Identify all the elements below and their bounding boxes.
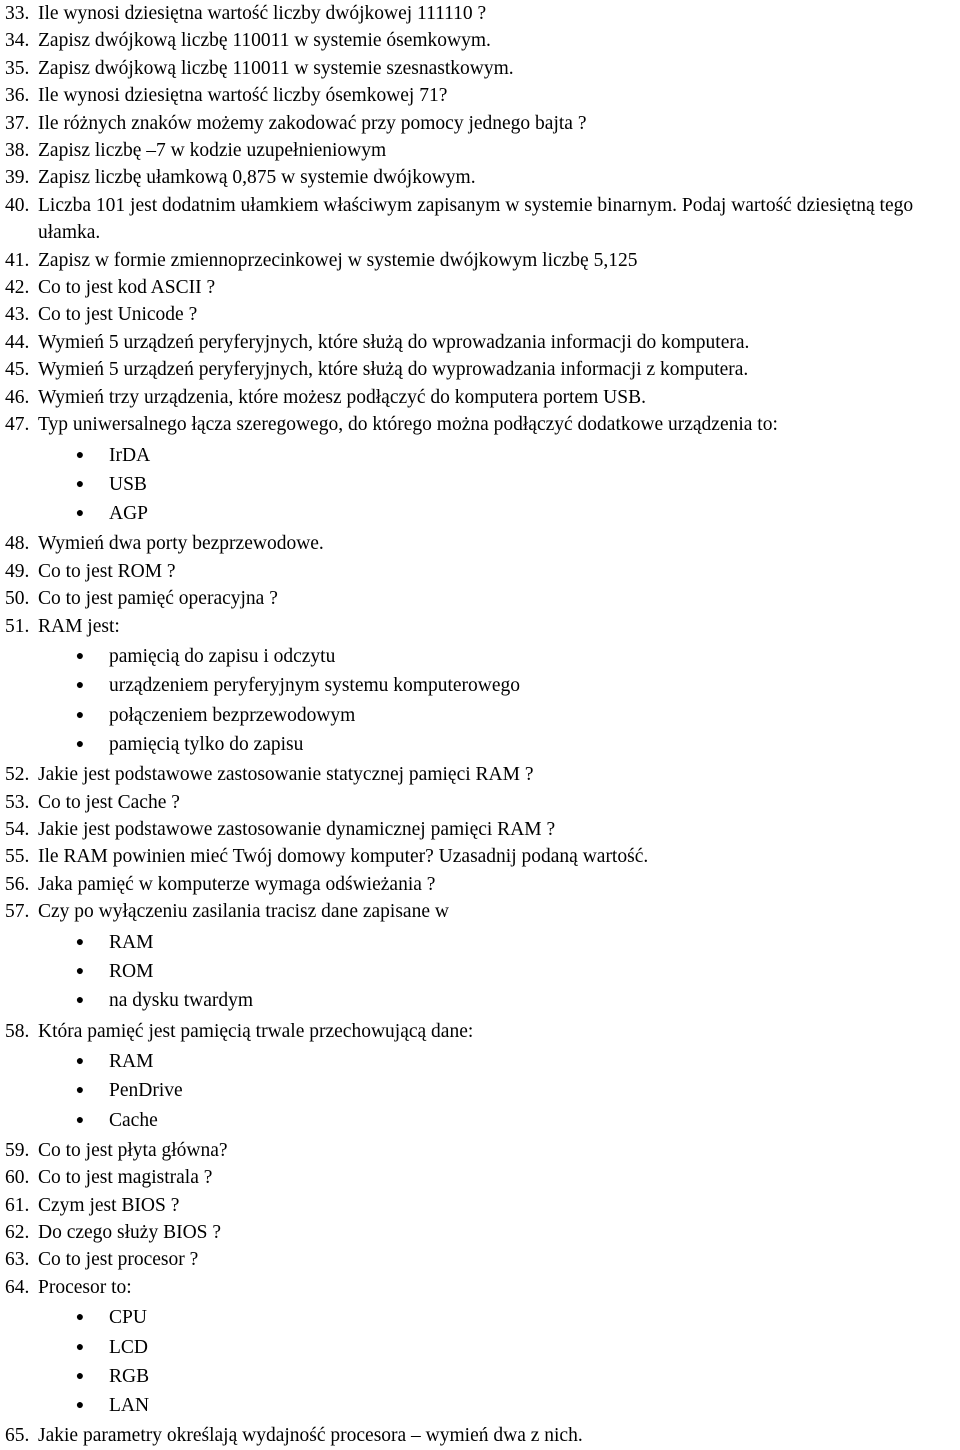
question-number: 61.: [5, 1194, 30, 1216]
question-text: Liczba 101 jest dodatnim ułamkiem właściwym zapisanym w systemie binarnym. Podaj wartość dziesiętną tego ułamka.: [38, 194, 914, 244]
answer-option-text: Cache: [109, 1109, 158, 1131]
bullet-icon: ●: [75, 963, 85, 979]
answer-option-text: USB: [109, 473, 147, 495]
question-number: 64.: [5, 1276, 30, 1298]
question-text: Wymień 5 urządzeń peryferyjnych, które służą do wprowadzania informacji do komputera.: [38, 331, 750, 353]
answer-option: [5, 1303, 960, 1332]
answer-option-text: urządzeniem peryferyjnym systemu komputerowego: [109, 675, 520, 697]
answer-option-text: pamięcią do zapisu i odczytu: [109, 646, 336, 668]
answer-option: [5, 499, 960, 528]
question-item: [5, 1219, 960, 1246]
question-item: [5, 329, 960, 356]
answer-option-text: RAM: [109, 1050, 154, 1072]
question-number: 43.: [5, 304, 30, 326]
answer-option-text: CPU: [109, 1307, 147, 1329]
question-number: 63.: [5, 1249, 30, 1271]
question-item: [5, 843, 960, 870]
question-text: Zapisz w formie zmiennoprzecinkowej w systemie dwójkowym liczbę 5,125: [38, 249, 638, 271]
question-number: 60.: [5, 1167, 30, 1189]
bullet-icon: ●: [75, 1398, 85, 1414]
question-item: [5, 192, 960, 247]
answer-option-text: RGB: [109, 1365, 150, 1387]
bullet-icon: ●: [75, 649, 85, 665]
answer-option: [5, 928, 960, 957]
question-text: Co to jest płyta główna?: [38, 1139, 228, 1161]
question-number: 44.: [5, 331, 30, 353]
question-text: Czym jest BIOS ?: [38, 1194, 180, 1216]
answer-options: [5, 928, 960, 1016]
question-item: [5, 1274, 960, 1301]
question-number: 46.: [5, 386, 30, 408]
question-text: Jakie parametry określają wydajność procesora – wymień dwa z nich.: [38, 1425, 583, 1447]
bullet-icon: ●: [75, 707, 85, 723]
answer-option-text: IrDA: [109, 444, 151, 466]
question-text: Zapisz liczbę –7 w kodzie uzupełnieniowym: [38, 140, 387, 162]
question-item: [5, 1164, 960, 1191]
question-item: [5, 27, 960, 54]
question-text: Zapisz liczbę ułamkową 0,875 w systemie dwójkowym.: [38, 167, 476, 189]
question-item: [5, 585, 960, 612]
answer-options: [5, 642, 960, 759]
bullet-icon: ●: [75, 1339, 85, 1355]
answer-option-text: na dysku twardym: [109, 990, 254, 1012]
answer-options: [5, 1303, 960, 1420]
question-number: 40.: [5, 194, 30, 216]
question-text: Co to jest Unicode ?: [38, 304, 198, 326]
question-number: 54.: [5, 819, 30, 841]
answer-option: [5, 671, 960, 700]
question-number: 49.: [5, 560, 30, 582]
answer-option: [5, 1333, 960, 1362]
question-text: Co to jest kod ASCII ?: [38, 277, 216, 299]
question-text: Co to jest ROM ?: [38, 560, 176, 582]
question-number: 65.: [5, 1425, 30, 1447]
question-text: Do czego służy BIOS ?: [38, 1222, 222, 1244]
question-item: [5, 384, 960, 411]
question-text: Wymień trzy urządzenia, które możesz podłączyć do komputera portem USB.: [38, 386, 646, 408]
bullet-icon: ●: [75, 736, 85, 752]
question-text: Co to jest pamięć operacyjna ?: [38, 588, 278, 610]
answer-option: [5, 1391, 960, 1420]
question-text: RAM jest:: [38, 615, 120, 637]
question-item: [5, 356, 960, 383]
question-number: 41.: [5, 249, 30, 271]
question-number: 59.: [5, 1139, 30, 1161]
question-text: Wymień 5 urządzeń peryferyjnych, które służą do wyprowadzania informacji z komputera.: [38, 359, 749, 381]
question-text: Wymień dwa porty bezprzewodowe.: [38, 533, 324, 555]
question-number: 42.: [5, 277, 30, 299]
question-item: [5, 164, 960, 191]
question-number: 47.: [5, 414, 30, 436]
question-item: [5, 1422, 960, 1449]
question-item: [5, 247, 960, 274]
answer-option: [5, 1106, 960, 1135]
bullet-icon: ●: [75, 934, 85, 950]
bullet-icon: ●: [75, 1310, 85, 1326]
question-item: [5, 137, 960, 164]
question-text: Zapisz dwójkową liczbę 110011 w systemie szesnastkowym.: [38, 57, 514, 79]
question-item: [5, 898, 960, 925]
question-text: Ile różnych znaków możemy zakodować przy pomocy jednego bajta ?: [38, 112, 587, 134]
question-item: [5, 0, 960, 27]
question-number: 53.: [5, 791, 30, 813]
answer-option-text: LCD: [109, 1336, 148, 1358]
question-number: 34.: [5, 30, 30, 52]
question-number: 62.: [5, 1222, 30, 1244]
question-number: 45.: [5, 359, 30, 381]
bullet-icon: ●: [75, 1053, 85, 1069]
question-item: [5, 530, 960, 557]
bullet-icon: ●: [75, 678, 85, 694]
bullet-icon: ●: [75, 506, 85, 522]
answer-option-text: PenDrive: [109, 1080, 183, 1102]
question-number: 37.: [5, 112, 30, 134]
answer-option: [5, 470, 960, 499]
question-text: Która pamięć jest pamięcią trwale przechowującą dane:: [38, 1020, 474, 1042]
question-number: 50.: [5, 588, 30, 610]
answer-option-text: RAM: [109, 931, 154, 953]
answer-option: [5, 730, 960, 759]
question-text: Jakie jest podstawowe zastosowanie statycznej pamięci RAM ?: [38, 764, 534, 786]
question-text: Co to jest Cache ?: [38, 791, 180, 813]
question-item: [5, 613, 960, 640]
answer-option: [5, 1076, 960, 1105]
answer-option-text: AGP: [109, 503, 149, 525]
question-text: Procesor to:: [38, 1276, 132, 1298]
question-text: Ile wynosi dziesiętna wartość liczby dwójkowej 111110 ?: [38, 3, 487, 24]
bullet-icon: ●: [75, 476, 85, 492]
question-item: [5, 761, 960, 788]
answer-option-text: pamięcią tylko do zapisu: [109, 733, 304, 755]
question-text: Czy po wyłączeniu zasilania tracisz dane zapisane w: [38, 901, 449, 923]
question-item: [5, 871, 960, 898]
question-text: Zapisz dwójkową liczbę 110011 w systemie ósemkowym.: [38, 30, 491, 52]
bullet-icon: ●: [75, 1368, 85, 1384]
question-text: Co to jest procesor ?: [38, 1249, 199, 1271]
question-number: 36.: [5, 85, 30, 107]
answer-options: [5, 441, 960, 529]
bullet-icon: ●: [75, 1083, 85, 1099]
question-number: 55.: [5, 846, 30, 868]
question-text: Jakie jest podstawowe zastosowanie dynamicznej pamięci RAM ?: [38, 819, 556, 841]
question-text: Co to jest magistrala ?: [38, 1167, 213, 1189]
question-item: [5, 301, 960, 328]
question-text: Typ uniwersalnego łącza szeregowego, do którego można podłączyć dodatkowe urządzenia to:: [38, 414, 778, 436]
answer-option: [5, 1362, 960, 1391]
question-item: [5, 1018, 960, 1045]
question-number: 48.: [5, 533, 30, 555]
question-number: 39.: [5, 167, 30, 189]
question-number: 57.: [5, 901, 30, 923]
question-item: [5, 274, 960, 301]
question-item: [5, 82, 960, 109]
answer-option: [5, 642, 960, 671]
question-item: [5, 816, 960, 843]
question-number: 58.: [5, 1020, 30, 1042]
answer-option-text: LAN: [109, 1395, 150, 1417]
bullet-icon: ●: [75, 1112, 85, 1128]
answer-option: [5, 1047, 960, 1076]
answer-options: [5, 1047, 960, 1135]
bullet-icon: ●: [75, 447, 85, 463]
question-item: [5, 110, 960, 137]
question-text: Ile wynosi dziesiętna wartość liczby ósemkowej 71?: [38, 85, 448, 107]
question-text: Jaka pamięć w komputerze wymaga odświeżania ?: [38, 873, 436, 895]
question-number: 33.: [5, 3, 30, 24]
answer-option: [5, 986, 960, 1015]
question-number: 52.: [5, 764, 30, 786]
question-item: [5, 1192, 960, 1219]
question-item: [5, 1246, 960, 1273]
question-number: 35.: [5, 57, 30, 79]
question-text: Ile RAM powinien mieć Twój domowy komputer? Uzasadnij podaną wartość.: [38, 846, 649, 868]
question-number: 56.: [5, 873, 30, 895]
answer-option: [5, 701, 960, 730]
answer-option: [5, 441, 960, 470]
question-number: 51.: [5, 615, 30, 637]
question-item: [5, 789, 960, 816]
bullet-icon: ●: [75, 993, 85, 1009]
question-item: [5, 55, 960, 82]
question-item: [5, 411, 960, 438]
question-number: 38.: [5, 140, 30, 162]
question-item: [5, 558, 960, 585]
answer-option-text: połączeniem bezprzewodowym: [109, 704, 356, 726]
question-item: [5, 1137, 960, 1164]
answer-option-text: ROM: [109, 960, 154, 982]
answer-option: [5, 957, 960, 986]
